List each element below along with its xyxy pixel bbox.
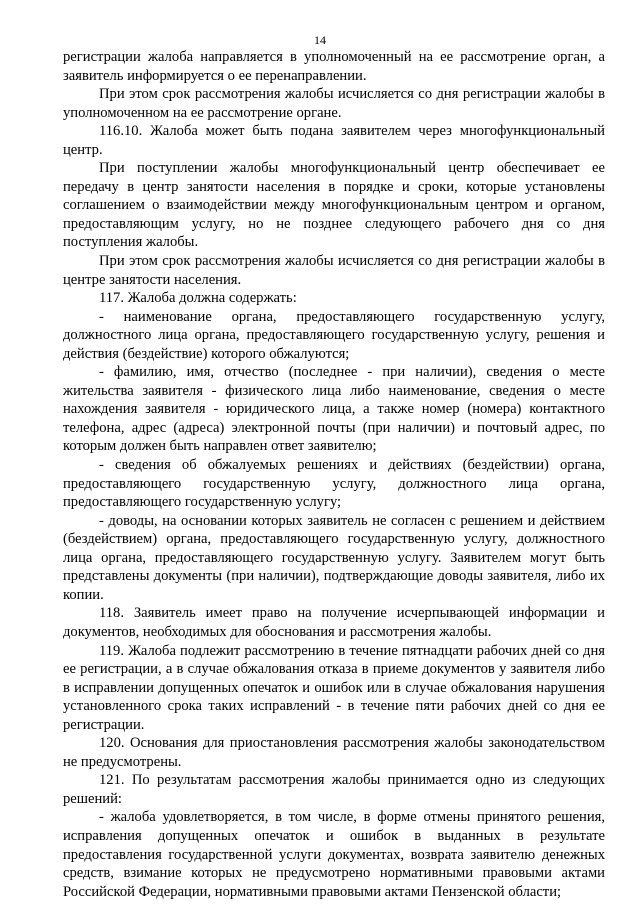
paragraph-117-item-2: - фамилию, имя, отчество (последнее - при наличии), сведения о месте жительства заявителя - физического лица либо наименование, сведения о месте нахождения заявителя - юридического лица, а также номер (номера) контактного телефона, адрес (адреса) электронной почты (при наличии) и почтовый адрес, по которым должен быть направлен ответ заявителю; xyxy=(63,364,605,455)
paragraph-term-2: При этом срок рассмотрения жалобы исчисляется со дня регистрации жалобы в центре занятости населения. xyxy=(63,253,605,288)
paragraph-117-item-3: - сведения об обжалуемых решениях и действиях (бездействии) органа, предоставляющего государственную услугу, должностного лица органа, предоставляющего государственную услугу; xyxy=(63,457,605,511)
paragraph-117-item-4: - доводы, на основании которых заявитель не согласен с решением и действием (бездействием) органа, предоставляющего государственную услугу, должностного лица органа, предоставляющего государственную услугу. Заявителем могут быть представлены документы (при наличии), подтверждающие доводы заявителя, либо их копии. xyxy=(63,512,605,603)
paragraph-121: 121. По результатам рассмотрения жалобы принимается одно из следующих решений: xyxy=(63,772,605,807)
paragraph-117-item-1: - наименование органа, предоставляющего государственную услугу, должностного лица органа, предоставляющего государственную услугу, решения и действия (бездействие) которого обжалуются; xyxy=(63,308,605,362)
paragraph-116-10: 116.10. Жалоба может быть подана заявителем через многофункциональный центр. xyxy=(63,123,605,158)
paragraph-120: 120. Основания для приостановления рассмотрения жалобы законодательством не предусмотрены. xyxy=(63,735,605,770)
document-body xyxy=(63,48,605,901)
paragraph-121-item-1: - жалоба удовлетворяется, в том числе, в форме отмены принятого решения, исправления допущенных опечаток и ошибок в выданных в результате предоставления государственной услуги документах, возврата заявителю денежных средств, взимание которых не предусмотрено нормативными правовыми актами Российской Федерации, нормативными правовыми актами Пензенской области; xyxy=(63,809,605,900)
paragraph-118: 118. Заявитель имеет право на получение исчерпывающей информации и документов, необходимых для обоснования и рассмотрения жалобы. xyxy=(63,605,605,640)
paragraph-119: 119. Жалоба подлежит рассмотрению в течение пятнадцати рабочих дней со дня ее регистрации, а в случае обжалования отказа в приеме документов у заявителя либо в исправлении допущенных опечаток и ошибок или в случае обжалования нарушения установленного срока таких исправлений - в течение пяти рабочих дней со дня ее регистрации. xyxy=(63,642,605,733)
paragraph-continuation: регистрации жалоба направляется в уполномоченный на ее рассмотрение орган, а заявитель информируется о ее перенаправлении. xyxy=(63,49,605,84)
page-number: 14 xyxy=(314,33,326,47)
paragraph-mfc: При поступлении жалобы многофункциональный центр обеспечивает ее передачу в центр занятости населения в порядке и сроки, которые установлены соглашением о взаимодействии между многофункциональным центром и органом, предоставляющим услугу, но не позднее следующего рабочего дня со дня поступления жалобы. xyxy=(63,160,605,251)
paragraph-117: 117. Жалоба должна содержать: xyxy=(99,290,297,307)
paragraph-term-1: При этом срок рассмотрения жалобы исчисляется со дня регистрации жалобы в уполномоченном на ее рассмотрение органе. xyxy=(63,86,605,121)
